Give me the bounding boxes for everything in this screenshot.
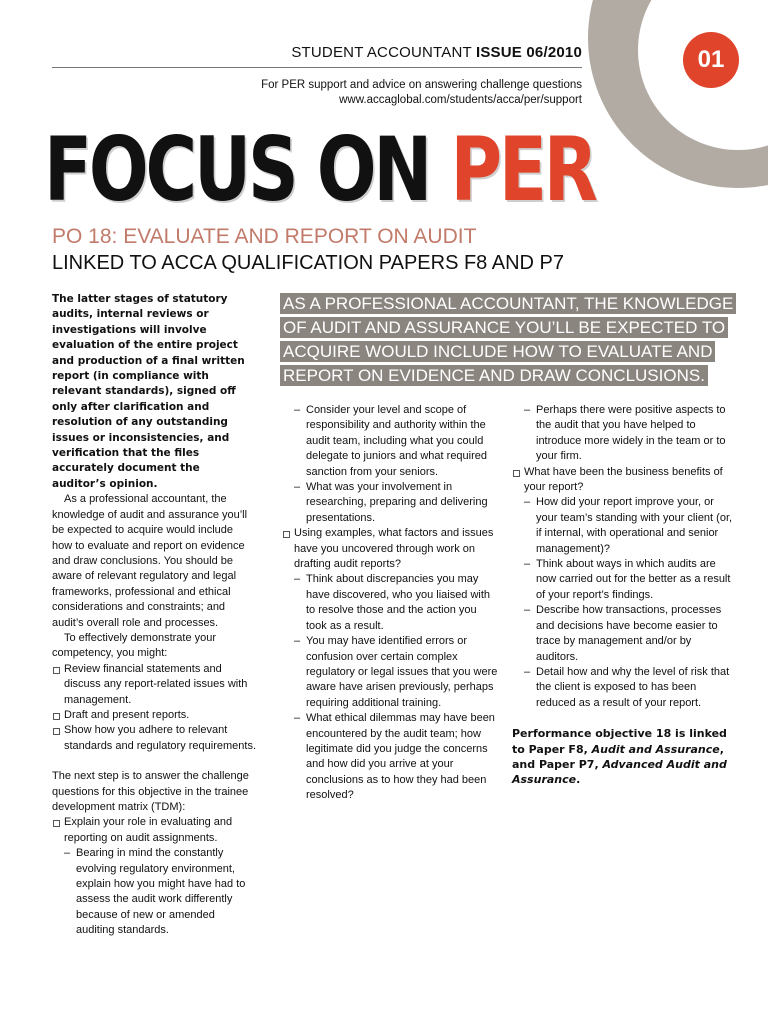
challenge-subpoint: – Consider your level and scope of responsibility and authority within the audit team, including what you could delegate to juniors and what required sanction from your seniors. — [282, 403, 500, 480]
spacer — [512, 711, 736, 726]
challenge-subpoint: – What ethical dilemmas may have been encountered by the audit team; how legitimate did you judge the concerns and how did you arrive at your conclusions as to how they had been resolved? — [282, 711, 500, 803]
pull-quote — [280, 292, 740, 388]
intro-paragraph: The latter stages of statutory audits, internal reviews or investigations will involve evaluation of the entire project and production of a final written report (in compliance with relevant standards), signed off only after clarification and resolution of any outstanding issues or inconsistencies, and verification that the files accurately document the auditor’s opinion. — [52, 293, 245, 490]
challenge-subpoint: – Think about discrepancies you may have discovered, who you liaised with to resolve those and the action you took as a result. — [282, 572, 500, 634]
support-text: For PER support and advice on answering challenge questions — [261, 79, 582, 91]
list-item: Draft and present reports. — [52, 708, 256, 723]
pull-quote-text: AS A PROFESSIONAL ACCOUNTANT, THE KNOWLEDGE OF AUDIT AND ASSURANCE YOU’LL BE EXPECTED TO ACQUIRE WOULD INCLUDE HOW TO EVALUATE AND REPORT ON EVIDENCE AND DRAW CONCLUSIONS. — [280, 293, 736, 386]
challenge-subpoint: – Describe how transactions, processes and decisions have become easier to trace by management and/or by auditors. — [512, 603, 736, 665]
challenge-subpoint: – You may have identified errors or confusion over certain complex regulatory or legal issues that you were aware have arisen previously, perhaps requiring additional training. — [282, 634, 500, 711]
publication-header — [52, 44, 582, 61]
challenge-subpoint: – How did your report improve your, or your team’s standing with your client (or, if internal, with operational and senior management)? — [512, 495, 736, 557]
column-3 — [512, 403, 736, 788]
support-url[interactable]: www.accaglobal.com/students/acca/per/support — [339, 94, 582, 106]
challenge-questions-list — [512, 403, 736, 711]
issue-number: ISSUE 06/2010 — [475, 44, 582, 61]
title-part-2: PER — [450, 118, 595, 221]
note-text: , and Paper P7, — [512, 742, 724, 771]
challenge-question: Using examples, what factors and issues have you uncovered through work on drafting audit reports? — [282, 526, 500, 572]
support-info — [52, 78, 582, 108]
list-item: Show how you adhere to relevant standards and regulatory requirements. — [52, 723, 256, 754]
header-rule — [52, 67, 582, 68]
list-item: Review financial statements and discuss any report-related issues with management. — [52, 662, 256, 708]
page-title — [44, 118, 595, 221]
note-text: Performance objective 18 is linked to Paper F8, — [512, 727, 727, 756]
page-number-badge: 01 — [683, 32, 739, 88]
publication-name: STUDENT ACCOUNTANT — [291, 44, 476, 61]
paper-f8-title: Audit and Assurance — [591, 742, 720, 756]
linked-papers-heading: LINKED TO ACCA QUALIFICATION PAPERS F8 AND P7 — [52, 252, 565, 274]
challenge-question: What have been the business benefits of your report? — [512, 465, 736, 496]
competency-list — [52, 662, 256, 754]
column-1 — [52, 292, 256, 939]
challenge-question: Explain your role in evaluating and reporting on audit assignments. — [52, 815, 256, 846]
challenge-subpoint: – Detail how and why the level of risk that the client is exposed to has been reduced as a result of your report. — [512, 665, 736, 711]
challenge-subpoint: – Think about ways in which audits are now carried out for the better as a result of your report’s findings. — [512, 557, 736, 603]
column-2 — [282, 403, 500, 804]
challenge-questions-list — [52, 815, 256, 938]
challenge-subpoint: – Bearing in mind the constantly evolving regulatory environment, explain how you might have had to assess the audit work differently because of new or amended auditing standards. — [52, 846, 256, 938]
performance-objective-note — [512, 726, 736, 788]
challenge-subpoint: – Perhaps there were positive aspects to the audit that you have helped to introduce more widely in the team or to your firm. — [512, 403, 736, 465]
challenge-questions-list — [282, 403, 500, 804]
title-part-1: FOCUS ON — [44, 118, 451, 221]
challenge-subpoint: – What was your involvement in researching, preparing and delivering presentations. — [282, 480, 500, 526]
paper-p7-title: Advanced Audit and Assurance — [512, 757, 727, 787]
note-text: . — [576, 773, 581, 787]
spacer — [52, 754, 256, 769]
body-paragraph: To effectively demonstrate your competency, you might: — [52, 631, 217, 660]
body-paragraph: As a professional accountant, the knowledge of audit and assurance you’ll be expected to acquire would include how to evaluate and report on evidence and draw conclusions. You should be aware of relevant regulatory and legal frameworks, professional and ethical considerations and constraints; and audit’s overall role and processes. — [52, 493, 248, 629]
performance-objective-heading: PO 18: EVALUATE AND REPORT ON AUDIT — [52, 225, 477, 248]
body-paragraph: The next step is to answer the challenge questions for this objective in the trainee development matrix (TDM): — [52, 770, 249, 813]
